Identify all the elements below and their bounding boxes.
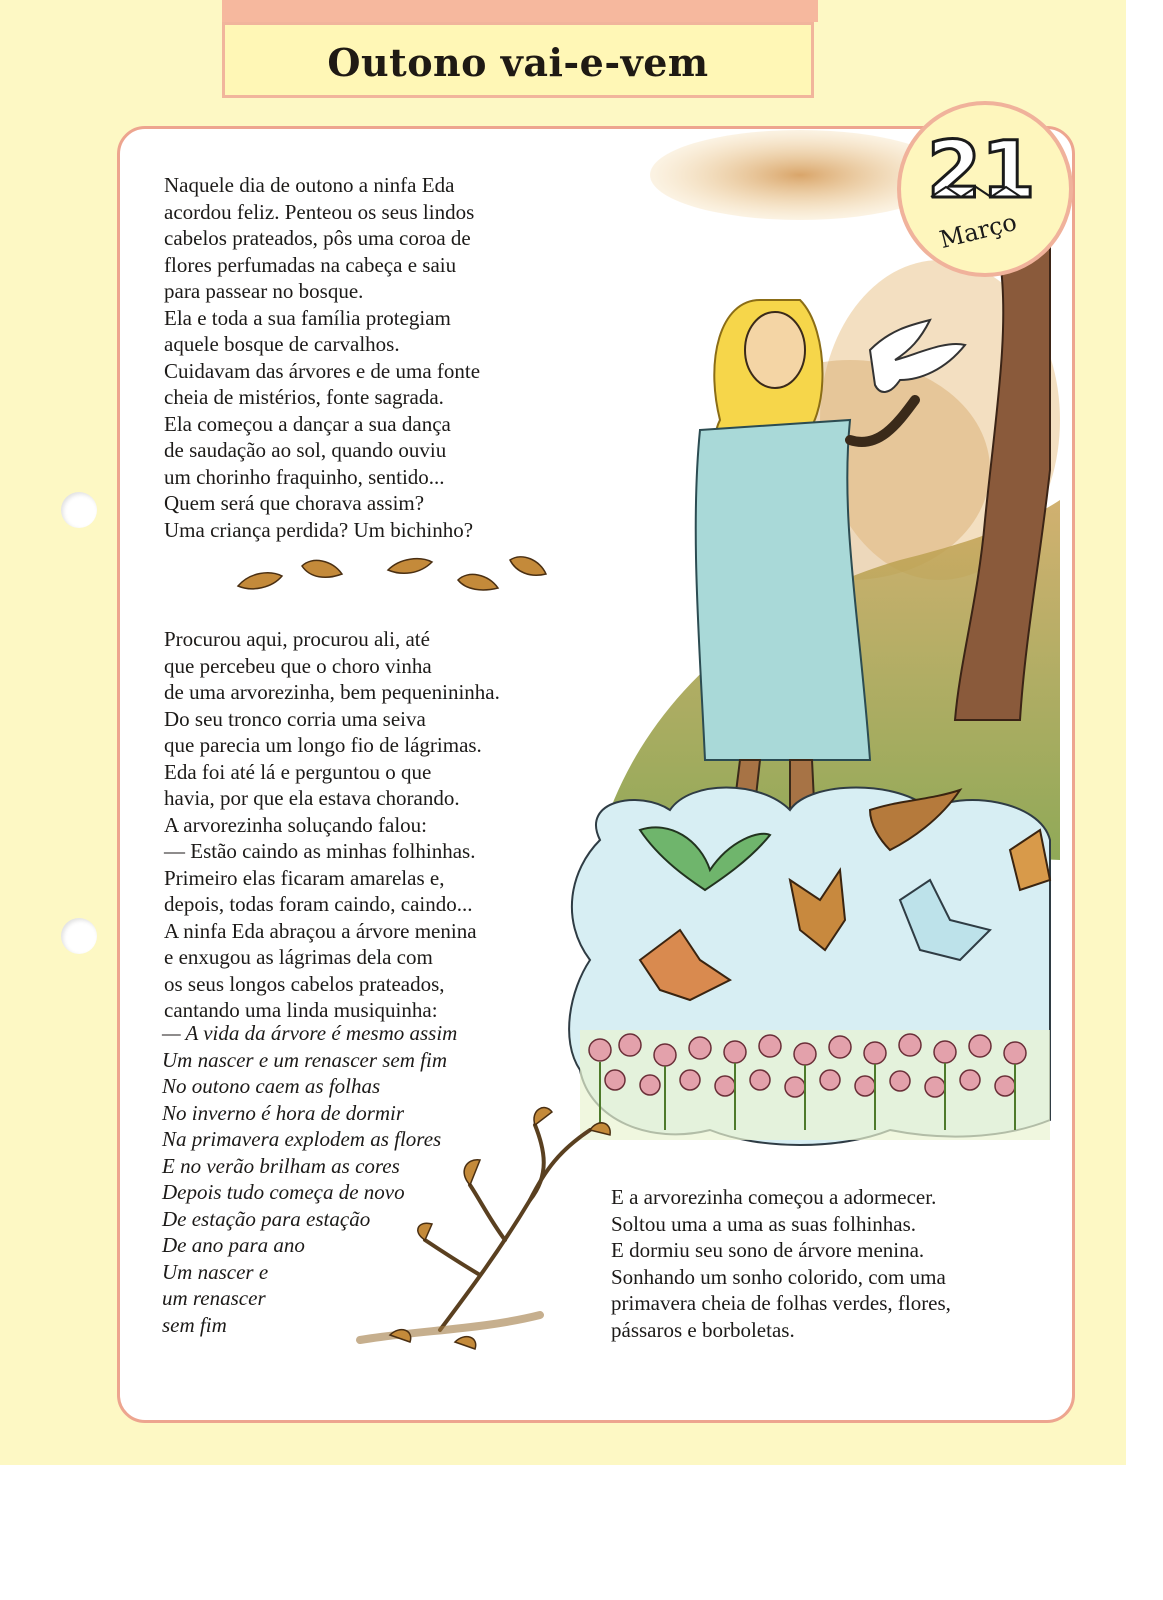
text-line: flores perfumadas na cabeça e saiu: [164, 252, 457, 277]
date-month: Março: [936, 207, 1020, 255]
page-title: Outono vai-e-vem: [327, 40, 709, 85]
text-line: os seus longos cabelos prateados,: [164, 971, 445, 996]
date-day: 21: [927, 126, 1036, 216]
song-line: sem fim: [162, 1312, 227, 1337]
text-line: para passear no bosque.: [164, 279, 364, 303]
text-line: acordou feliz. Penteou os seus lindos: [164, 199, 475, 224]
text-line: Ela começou a dançar a sua dança: [164, 411, 451, 436]
song-lyrics: [162, 1020, 457, 1338]
song-line: De estação para estação: [162, 1206, 371, 1231]
text-line: de uma arvorezinha, bem pequenininha.: [164, 680, 500, 704]
text-line: pássaros e borboletas.: [611, 1317, 795, 1342]
text-line: cantando uma linda musiquinha:: [164, 998, 438, 1022]
song-line: E no verão brilham as cores: [162, 1153, 400, 1178]
story-paragraph-1: [164, 172, 480, 543]
text-line: Do seu tronco corria uma seiva: [164, 706, 426, 731]
text-line: cheia de mistérios, fonte sagrada.: [164, 385, 444, 409]
song-line: De ano para ano: [162, 1233, 305, 1257]
text-line: A arvorezinha soluçando falou:: [164, 812, 427, 837]
text-line: Quem será que chorava assim?: [164, 491, 425, 515]
text-line: Soltou uma a uma as suas folhinhas.: [611, 1211, 917, 1236]
text-line: aquele bosque de carvalhos.: [164, 332, 400, 356]
song-line: Um nascer e: [162, 1259, 269, 1284]
text-line: Sonhando um sonho colorido, com uma: [611, 1264, 946, 1289]
text-line: havia, por que ela estava chorando.: [164, 786, 460, 810]
text-line: Naquele dia de outono a ninfa Eda: [164, 173, 455, 197]
day-number-graphic: [901, 105, 1069, 273]
song-line: um renascer: [162, 1286, 266, 1310]
text-line: Cuidavam das árvores e de uma fonte: [164, 358, 481, 383]
text-line: que percebeu que o choro vinha: [164, 653, 432, 678]
song-line: No inverno é hora de dormir: [162, 1100, 405, 1125]
text-line: primavera cheia de folhas verdes, flores,: [611, 1291, 951, 1315]
text-line: cabelos prateados, pôs uma coroa de: [164, 226, 471, 250]
song-line: No outono caem as folhas: [162, 1074, 381, 1098]
date-badge: [897, 101, 1073, 277]
text-line: Uma criança perdida? Um bichinho?: [164, 517, 474, 542]
text-line: depois, todas foram caindo, caindo...: [164, 892, 473, 916]
falling-leaves: [238, 557, 546, 590]
text-line: Primeiro elas ficaram amarelas e,: [164, 865, 445, 890]
text-line: E a arvorezinha começou a adormecer.: [611, 1185, 937, 1209]
text-line: que parecia um longo fio de lágrimas.: [164, 733, 482, 757]
text-line: E dormiu seu sono de árvore menina.: [611, 1238, 925, 1262]
song-line: Um nascer e um renascer sem fim: [162, 1047, 447, 1072]
text-line: A ninfa Eda abraçou a árvore menina: [164, 918, 477, 943]
song-line: Depois tudo começa de novo: [162, 1180, 405, 1204]
text-line: — Estão caindo as minhas folhinhas.: [164, 839, 476, 863]
story-ending: [611, 1184, 951, 1343]
story-paragraph-2: [164, 626, 500, 1024]
flower-bed: [580, 1030, 1050, 1140]
text-line: Ela e toda a sua família protegiam: [164, 305, 451, 330]
text-line: de saudação ao sol, quando ouviu: [164, 438, 447, 462]
text-line: e enxugou as lágrimas dela com: [164, 945, 433, 969]
song-line: — A vida da árvore é mesmo assim: [162, 1021, 458, 1045]
text-line: Procurou aqui, procurou ali, até: [164, 627, 430, 651]
text-line: Eda foi até lá e perguntou o que: [164, 759, 432, 784]
song-line: Na primavera explodem as flores: [162, 1127, 442, 1151]
text-line: um chorinho fraquinho, sentido...: [164, 464, 445, 489]
